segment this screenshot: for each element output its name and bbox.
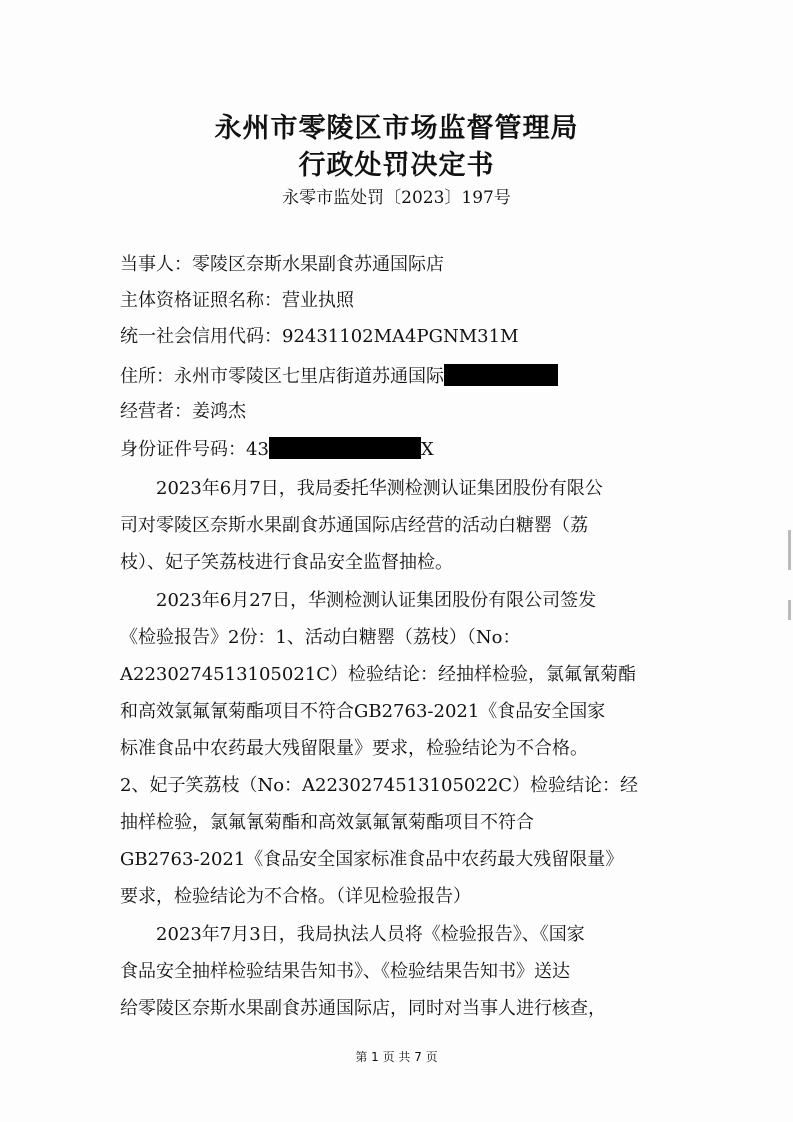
credit-code-value: 92431102MA4PGNM31M bbox=[282, 326, 519, 347]
paragraph-line: 要求，检验结论为不合格。（详见检验报告） bbox=[120, 886, 471, 907]
id-number-line bbox=[120, 437, 434, 462]
id-number-label: 身份证件号码： bbox=[120, 439, 246, 460]
party-name-value: 零陵区奈斯水果副食苏通国际店 bbox=[192, 254, 444, 275]
paragraph-delivery bbox=[120, 916, 680, 1027]
address-line bbox=[120, 364, 558, 389]
paragraph-line: 2023年7月3日，我局执法人员将《检验报告》、《国家 bbox=[156, 924, 585, 945]
paragraph-line: 食品安全抽样检验结果告知书》、《检验结果告知书》送达 bbox=[120, 961, 570, 982]
paragraph-sampling bbox=[120, 470, 680, 581]
paragraph-line: 2、妃子笑荔枝（No：A2230274513105022C）检验结论：经 bbox=[120, 775, 639, 796]
address-redaction-block bbox=[444, 364, 558, 386]
scan-edge-mark bbox=[788, 530, 791, 570]
paragraph-line: 2023年6月27日，华测检测认证集团股份有限公司签发 bbox=[156, 590, 597, 611]
paragraph-line: 2023年6月7日，我局委托华测检测认证集团股份有限公 bbox=[156, 478, 603, 499]
paragraph-line: GB2763-2021《食品安全国家标准食品中农药最大残留限量》 bbox=[120, 849, 624, 870]
paragraph-line: 抽样检验，氯氟氰菊酯和高效氯氟氰菊酯项目不符合 bbox=[120, 812, 534, 833]
address-label: 住所： bbox=[120, 366, 174, 387]
credit-code-line bbox=[120, 325, 519, 349]
license-label: 主体资格证照名称： bbox=[120, 290, 282, 311]
paragraph-line: 司对零陵区奈斯水果副食苏通国际店经营的活动白糖罂（荔 bbox=[120, 515, 588, 536]
operator-line bbox=[120, 400, 246, 424]
paragraph-inspection-report bbox=[120, 582, 680, 912]
operator-label: 经营者： bbox=[120, 401, 192, 422]
document-number: 永零市监处罚〔2023〕197号 bbox=[282, 188, 511, 208]
page-number-footer: 第 1 页 共 7 页 bbox=[355, 1050, 438, 1064]
paragraph-line: 给零陵区奈斯水果副食苏通国际店，同时对当事人进行核查， bbox=[120, 998, 606, 1019]
id-number-prefix: 43 bbox=[246, 439, 269, 460]
party-name-label: 当事人： bbox=[120, 254, 192, 275]
paragraph-line: 和高效氯氟氰菊酯项目不符合GB2763-2021《食品安全国家 bbox=[120, 701, 606, 722]
paragraph-line: 《检验报告》2份：1、活动白糖罂（荔枝）（No： bbox=[120, 627, 521, 648]
id-number-redaction-block bbox=[269, 437, 421, 459]
operator-value: 姜鸿杰 bbox=[192, 401, 246, 422]
id-number-suffix: X bbox=[420, 439, 434, 460]
document-type-title: 行政处罚决定书 bbox=[298, 150, 495, 181]
license-line bbox=[120, 289, 354, 313]
paragraph-line: A2230274513105021C）检验结论：经抽样检验，氯氟氰菊酯 bbox=[120, 664, 637, 685]
scan-edge-mark bbox=[788, 600, 791, 620]
license-value: 营业执照 bbox=[282, 290, 354, 311]
issuing-authority-title: 永州市零陵区市场监督管理局 bbox=[214, 113, 579, 144]
party-name-line bbox=[120, 253, 444, 277]
paragraph-line: 标准食品中农药最大残留限量》要求，检验结论为不合格。 bbox=[120, 738, 588, 759]
address-value: 永州市零陵区七里店街道苏通国际 bbox=[174, 366, 444, 387]
credit-code-label: 统一社会信用代码： bbox=[120, 326, 282, 347]
paragraph-line: 枝）、妃子笑荔枝进行食品安全监督抽检。 bbox=[120, 552, 453, 573]
